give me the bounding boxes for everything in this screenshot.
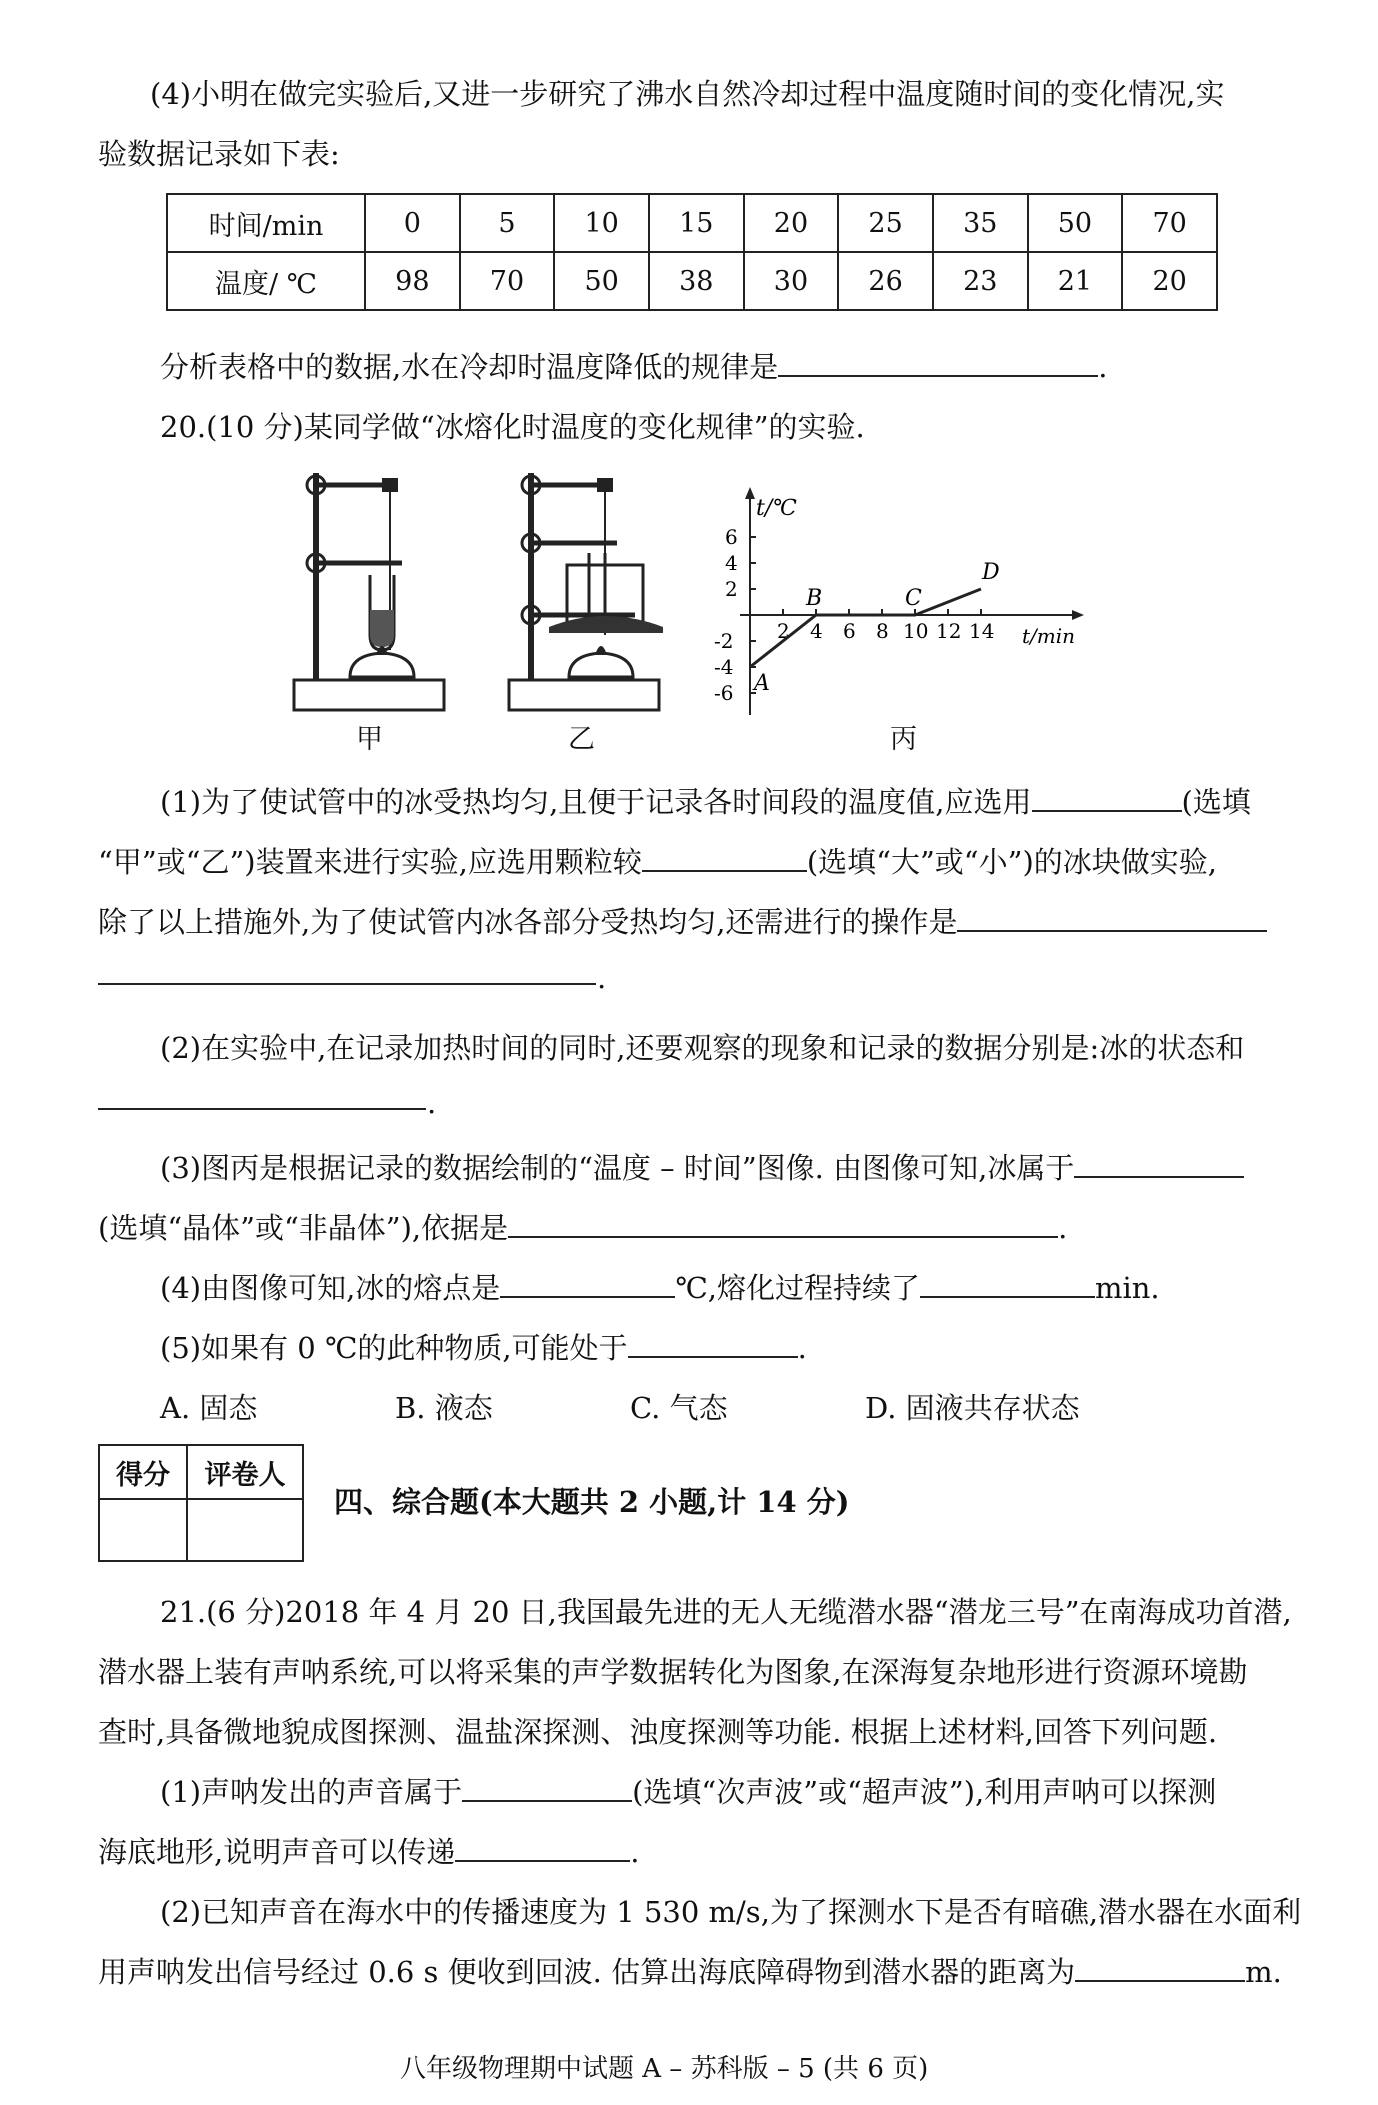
period: . — [427, 1086, 437, 1120]
y-tick-label: -2 — [714, 629, 734, 653]
y-tick-label: -4 — [714, 655, 734, 679]
temperature-time-graph — [700, 485, 1090, 720]
q20-p1-text-c: “甲”或“乙”)装置来进行实验,应选用颗粒较 — [98, 845, 642, 879]
x-tick-label: 4 — [810, 619, 823, 643]
caption-bing: 丙 — [890, 724, 917, 755]
apparatus-yi-figure — [505, 465, 675, 720]
time-cell: 50 — [1028, 194, 1123, 252]
q21-line1: 21.(6 分)2018 年 4 月 20 日,我国最先进的无人无缆潜水器“潜龙三号”在南海成功首潜, — [160, 1595, 1292, 1629]
page-footer: 八年级物理期中试题 A – 苏科版 – 5 (共 6 页) — [400, 2054, 929, 2084]
answer-blank-operation[interactable] — [957, 904, 1267, 932]
q19-4-intro-line2: 验数据记录如下表: — [98, 137, 340, 171]
temperature-cell: 20 — [1122, 252, 1217, 310]
q20-p5-text: (5)如果有 0 ℃的此种物质,可能处于 — [160, 1331, 628, 1365]
y-tick-label: 4 — [725, 551, 738, 575]
point-label-b: B — [806, 586, 823, 611]
q20-p1-text-d: (选填“大”或“小”)的冰块做实验, — [806, 845, 1217, 879]
q20-p5-line — [160, 1326, 807, 1367]
temperature-cell: 30 — [744, 252, 839, 310]
x-tick-label: 14 — [969, 619, 995, 643]
time-header-cell: 时间/min — [167, 194, 365, 252]
q21-p2-text-c: m. — [1245, 1955, 1282, 1989]
answer-blank-melting-duration[interactable] — [920, 1270, 1095, 1298]
temperature-header-cell: 温度/ ℃ — [167, 252, 365, 310]
q20-p4-text-b: ℃,熔化过程持续了 — [675, 1271, 920, 1305]
time-cell: 25 — [838, 194, 933, 252]
q20-p2-line1: (2)在实验中,在记录加热时间的同时,还要观察的现象和记录的数据分别是:冰的状态和 — [160, 1031, 1245, 1065]
option-b[interactable]: B. 液态 — [395, 1391, 493, 1425]
table-row-time — [167, 194, 1217, 252]
time-cell: 0 — [365, 194, 460, 252]
x-axis-arrow — [1072, 610, 1084, 620]
time-cell: 5 — [460, 194, 555, 252]
temperature-cell: 70 — [460, 252, 555, 310]
answer-blank-crystal-type[interactable] — [1074, 1150, 1244, 1178]
y-tick-label: -6 — [714, 681, 734, 705]
grader-label: 评卷人 — [187, 1445, 303, 1499]
q20-p4-text-c: min. — [1094, 1271, 1160, 1305]
time-cell: 10 — [554, 194, 649, 252]
time-cell: 35 — [933, 194, 1028, 252]
q20-p3-text-a: (3)图丙是根据记录的数据绘制的“温度 – 时间”图像. 由图像可知,冰属于 — [160, 1151, 1075, 1185]
x-axis-label: t/min — [1022, 624, 1076, 648]
x-tick-label: 8 — [876, 619, 889, 643]
q21-line2: 潜水器上装有声呐系统,可以将采集的声学数据转化为图象,在深海复杂地形进行资源环境勘 — [98, 1655, 1248, 1689]
q21-p1-line2 — [98, 1830, 639, 1871]
score-box — [98, 1444, 304, 1562]
point-label-a: A — [754, 671, 770, 696]
answer-blank-operation-cont[interactable] — [98, 983, 596, 985]
q21-line3: 查时,具备微地貌成图探测、温盐深探测、浊度探测等功能. 根据上述材料,回答下列问题. — [98, 1715, 1218, 1749]
temperature-cell: 23 — [933, 252, 1028, 310]
q21-p2-line2 — [98, 1950, 1282, 1991]
score-cell[interactable] — [99, 1499, 187, 1561]
score-label: 得分 — [99, 1445, 187, 1499]
apparatus-jia-figure — [290, 465, 460, 720]
q19-4-intro-line1: (4)小明在做完实验后,又进一步研究了沸水自然冷却过程中温度随时间的变化情况,实 — [150, 77, 1225, 111]
x-tick-label: 6 — [843, 619, 856, 643]
answer-blank-basis[interactable] — [508, 1210, 1058, 1238]
temperature-cell: 98 — [365, 252, 460, 310]
time-cell: 70 — [1122, 194, 1217, 252]
option-c[interactable]: C. 气态 — [630, 1391, 728, 1425]
answer-blank-melting-point[interactable] — [500, 1270, 675, 1298]
answer-blank-transmits[interactable] — [455, 1834, 630, 1862]
y-axis-label: t/℃ — [756, 496, 797, 521]
answer-blank-apparatus[interactable] — [1032, 784, 1182, 812]
answer-blank-state[interactable] — [628, 1330, 798, 1358]
table-row-temperature — [167, 252, 1217, 310]
q20-title: 20.(10 分)某同学做“冰熔化时温度的变化规律”的实验. — [160, 410, 865, 444]
x-tick-label: 10 — [903, 619, 929, 643]
q19-4-question-text: 分析表格中的数据,水在冷却时温度降低的规律是 — [160, 350, 779, 384]
caption-yi: 乙 — [568, 724, 595, 755]
answer-blank-grain-size[interactable] — [642, 844, 807, 872]
q20-p1-text-a: (1)为了使试管中的冰受热均匀,且便于记录各时间段的温度值,应选用 — [160, 785, 1032, 819]
x-tick-label: 12 — [936, 619, 962, 643]
q21-p2-line1: (2)已知声音在海水中的传播速度为 1 530 m/s,为了探测水下是否有暗礁,潜水器在水面利 — [160, 1895, 1302, 1929]
q21-p1-text-c: 海底地形,说明声音可以传递 — [98, 1835, 456, 1869]
time-cell: 20 — [744, 194, 839, 252]
y-tick-label: 6 — [725, 525, 738, 549]
time-cell: 15 — [649, 194, 744, 252]
period: . — [797, 1331, 807, 1365]
answer-blank-sound-type[interactable] — [462, 1774, 632, 1802]
x-tick-label: 2 — [777, 619, 790, 643]
option-a[interactable]: A. 固态 — [160, 1391, 258, 1425]
section4-title: 四、综合题(本大题共 2 小题,计 14 分) — [334, 1485, 850, 1519]
q21-p1-text-a: (1)声呐发出的声音属于 — [160, 1775, 463, 1809]
option-d[interactable]: D. 固液共存状态 — [865, 1391, 1080, 1425]
point-label-c: C — [905, 586, 922, 611]
q20-p3-text-b: (选填“晶体”或“非晶体”),依据是 — [98, 1211, 509, 1245]
q20-p1-text-e: 除了以上措施外,为了使试管内冰各部分受热均匀,还需进行的操作是 — [98, 905, 958, 939]
q20-p1-line3 — [98, 900, 1267, 941]
period: . — [1058, 1211, 1068, 1245]
temperature-cell: 21 — [1028, 252, 1123, 310]
q20-p4-text-a: (4)由图像可知,冰的熔点是 — [160, 1271, 501, 1305]
answer-blank-data-recorded[interactable] — [98, 1108, 426, 1110]
y-tick-label: 2 — [725, 577, 738, 601]
q21-p2-text-b: 用声呐发出信号经过 0.6 s 便收到回波. 估算出海底障碍物到潜水器的距离为 — [98, 1955, 1076, 1989]
q20-p4-line — [160, 1266, 1160, 1307]
q20-p3-line1 — [160, 1146, 1244, 1187]
caption-jia: 甲 — [356, 724, 383, 755]
temperature-cell: 26 — [838, 252, 933, 310]
q21-p1-text-b: (选填“次声波”或“超声波”),利用声呐可以探测 — [632, 1775, 1217, 1809]
q20-p1-line2 — [98, 840, 1217, 881]
period: . — [597, 961, 607, 995]
temperature-cell: 50 — [554, 252, 649, 310]
cooling-data-table — [166, 193, 1218, 311]
answer-blank-distance[interactable] — [1075, 1954, 1245, 1982]
point-label-d: D — [982, 560, 1000, 585]
y-axis-arrow — [745, 487, 755, 499]
q21-p1-line1 — [160, 1770, 1216, 1811]
temperature-cell: 38 — [649, 252, 744, 310]
answer-blank-cooling-rule[interactable] — [778, 349, 1098, 377]
q19-4-question — [160, 345, 1107, 386]
grader-cell[interactable] — [187, 1499, 303, 1561]
q20-p1-line1 — [160, 780, 1251, 821]
q20-p3-line2 — [98, 1206, 1067, 1247]
q20-p1-text-b: (选填 — [1181, 785, 1251, 819]
period: . — [1098, 350, 1108, 384]
period: . — [630, 1835, 640, 1869]
